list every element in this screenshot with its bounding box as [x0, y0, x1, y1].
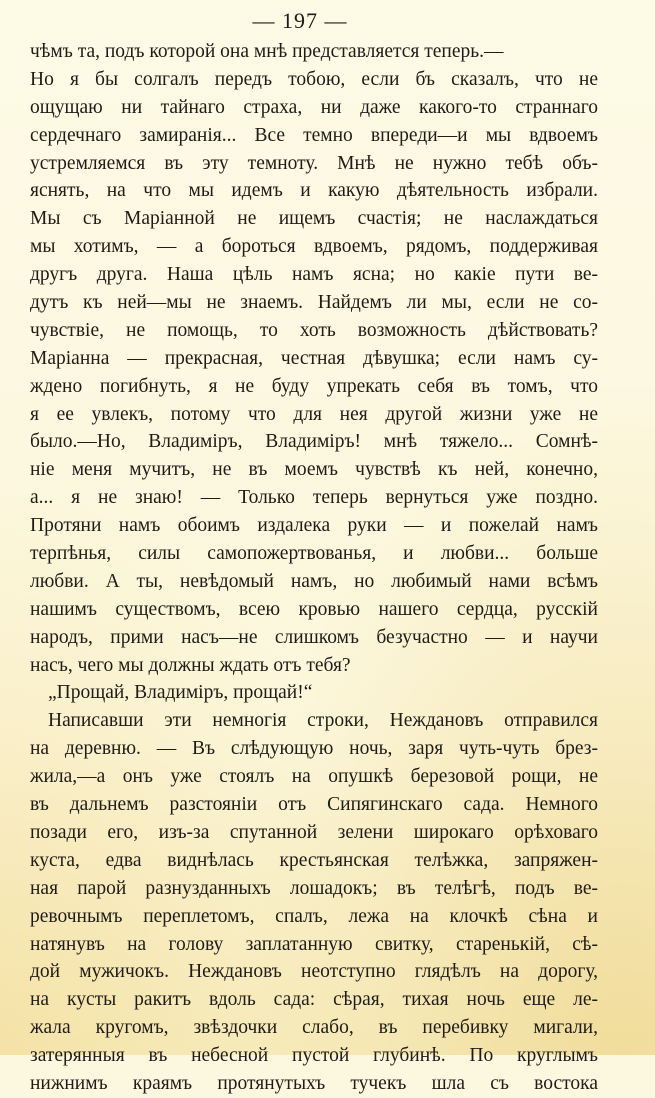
page-text	[30, 38, 598, 1098]
text-line: на деревню. — Въ слѣдующую ночь, заря чуть-чуть брез-	[30, 738, 598, 760]
text-line: терпѣнья, силы самопожертвованья, и любви... больше	[30, 543, 598, 565]
text-line: на кусты ракитъ вдоль сада: сѣрая, тихая ночь еще ле-	[30, 989, 598, 1011]
text-line: устремляемся въ эту темноту. Мнѣ не нужно тебѣ объ-	[30, 152, 598, 174]
text-line: „Прощай, Владиміръ, прощай!“	[48, 682, 313, 704]
text-line: жала кругомъ, звѣздочки слабо, въ перебивку мигали,	[30, 1017, 598, 1039]
text-line: жила,—а онъ уже стоялъ на опушкѣ березовой рощи, не	[30, 766, 598, 788]
text-line: нижнимъ краямъ протянутыхъ тучекъ шла съ востока	[30, 1072, 598, 1094]
text-line: Протяни намъ обоимъ издалека руки — и пожелай намъ	[30, 515, 598, 537]
text-line: другъ друга. Наша цѣль намъ ясна; но какіе пути ве-	[30, 264, 598, 286]
text-line: Мы съ Маріанной не ищемъ счастія; не наслаждаться	[30, 208, 598, 230]
text-line: народъ, прими насъ—не слишкомъ безучастно — и научи	[30, 626, 598, 648]
text-line: яснять, на что мы идемъ и какую дѣятельность избрали.	[30, 180, 598, 202]
text-line: Написавши эти немногія строки, Неждановъ отправился	[48, 710, 598, 732]
text-line: ждено погибнуть, я не буду упрекать себя въ томъ, что	[30, 375, 598, 397]
page-number: — 197 —	[252, 8, 348, 33]
text-line: натянувъ на голову заплатанную свитку, старенькій, сѣ-	[30, 933, 598, 955]
text-line: ніе меня мучитъ, не въ моемъ чувствѣ къ ней, конечно,	[30, 459, 598, 481]
text-line: а... я не знаю! — Только теперь вернуться уже поздно.	[30, 487, 598, 509]
text-line: ревочнымъ переплетомъ, спалъ, лежа на клочкѣ сѣна и	[30, 905, 598, 927]
text-line: мы хотимъ, — а бороться вдвоемъ, рядомъ, поддерживая	[30, 236, 598, 258]
text-line: куста, едва виднѣлась крестьянская телѣжка, запряжен-	[30, 849, 598, 871]
text-line: Но я бы солгалъ передъ тобою, если бъ сказалъ, что не	[30, 68, 598, 90]
text-line: насъ, чего мы должны ждать отъ тебя?	[30, 654, 351, 676]
text-line: было.—Но, Владиміръ, Владиміръ! мнѣ тяжело... Сомнѣ-	[30, 431, 598, 453]
text-line: дой мужичокъ. Неждановъ неотступно глядѣлъ на дорогу,	[30, 961, 598, 983]
text-line: нашимъ существомъ, всею кровью нашего сердца, русскій	[30, 598, 598, 620]
text-line: въ дальнемъ разстояніи отъ Сипягинскаго сада. Немного	[30, 794, 598, 816]
text-line: ощущаю ни тайнаго страха, ни даже какого-то страннаго	[30, 96, 598, 118]
text-line: ная парой разнузданныхъ лошадокъ; въ телѣгѣ, подъ ве-	[30, 877, 598, 899]
text-line: Маріанна — прекрасная, честная дѣвушка; если намъ су-	[30, 347, 598, 369]
text-line: дутъ къ ней—мы не знаемъ. Найдемъ ли мы, если не со-	[30, 292, 598, 314]
text-line: сердечнаго замиранія... Все темно впереди—и мы вдвоемъ	[30, 124, 598, 146]
text-line: позади его, изъ-за спутанной зелени широкаго орѣховаго	[30, 821, 598, 843]
text-line: затерянныя въ небесной пустой глубинѣ. По круглымъ	[30, 1045, 598, 1067]
text-line: я ее увлекъ, потому что для нея другой жизни уже не	[30, 403, 598, 425]
text-line: любви. А ты, невѣдомый намъ, но любимый нами всѣмъ	[30, 570, 598, 592]
text-line: чѣмъ та, подъ которой она мнѣ представляется теперь.—	[30, 41, 504, 62]
text-line: чувствіе, не помощь, то хоть возможность дѣйствовать?	[30, 319, 598, 341]
